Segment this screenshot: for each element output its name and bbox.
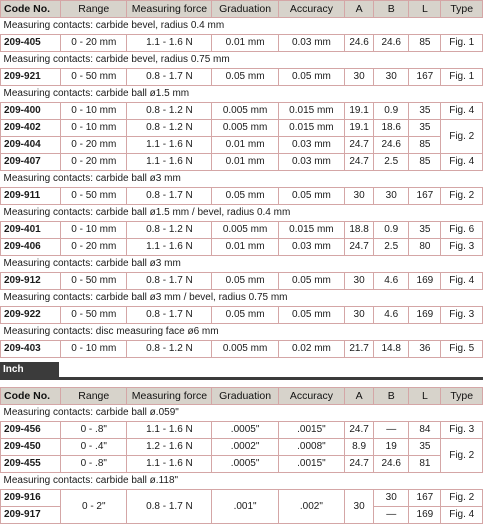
a-cell: 24.7	[345, 239, 374, 256]
code-cell: 209-912	[1, 273, 61, 290]
group-title: Measuring contacts: carbide bevel, radius 0.75 mm	[1, 52, 483, 69]
code-cell: 209-455	[1, 456, 61, 473]
force-cell: 1.2 - 1.6 N	[127, 439, 212, 456]
accuracy-cell: .0008"	[278, 439, 344, 456]
table-row	[1, 137, 483, 154]
l-cell: 85	[409, 154, 441, 171]
code-cell: 209-921	[1, 69, 61, 86]
table-row	[1, 273, 483, 290]
accuracy-cell: 0.03 mm	[278, 137, 344, 154]
force-cell: 1.1 - 1.6 N	[127, 422, 212, 439]
col-accuracy: Accuracy	[278, 1, 344, 18]
col-b: B	[374, 388, 409, 405]
range-cell: 0 - 20 mm	[61, 35, 127, 52]
col-b: B	[374, 1, 409, 18]
b-cell: 30	[374, 69, 409, 86]
accuracy-cell: 0.015 mm	[278, 120, 344, 137]
group-title: Measuring contacts: carbide ball ø1.5 mm	[1, 86, 483, 103]
code-cell: 209-917	[1, 507, 61, 524]
b-cell: —	[374, 507, 409, 524]
table-row	[1, 103, 483, 120]
b-cell: 4.6	[374, 273, 409, 290]
l-cell: 81	[409, 456, 441, 473]
graduation-cell: 0.05 mm	[212, 273, 278, 290]
range-cell: 0 - 10 mm	[61, 103, 127, 120]
col-type: Type	[441, 1, 483, 18]
code-cell: 209-401	[1, 222, 61, 239]
type-cell: Fig. 4	[441, 154, 483, 171]
l-cell: 35	[409, 439, 441, 456]
b-cell: 2.5	[374, 239, 409, 256]
range-cell: 0 - .8"	[61, 456, 127, 473]
accuracy-cell: 0.03 mm	[278, 154, 344, 171]
graduation-cell: 0.005 mm	[212, 222, 278, 239]
force-cell: 0.8 - 1.7 N	[127, 490, 212, 524]
force-cell: 1.1 - 1.6 N	[127, 35, 212, 52]
graduation-cell: .0005"	[212, 456, 278, 473]
code-cell: 209-405	[1, 35, 61, 52]
l-cell: 35	[409, 120, 441, 137]
force-cell: 0.8 - 1.2 N	[127, 120, 212, 137]
accuracy-cell: 0.015 mm	[278, 222, 344, 239]
type-cell: Fig. 1	[441, 69, 483, 86]
group-title: Measuring contacts: carbide ball ø1.5 mm / bevel, radius 0.4 mm	[1, 205, 483, 222]
code-cell: 209-402	[1, 120, 61, 137]
l-cell: 167	[409, 188, 441, 205]
force-cell: 0.8 - 1.7 N	[127, 307, 212, 324]
type-cell: Fig. 6	[441, 222, 483, 239]
range-cell: 0 - .4"	[61, 439, 127, 456]
graduation-cell: 0.01 mm	[212, 154, 278, 171]
graduation-cell: 0.05 mm	[212, 188, 278, 205]
range-cell: 0 - 50 mm	[61, 188, 127, 205]
code-cell: 209-922	[1, 307, 61, 324]
a-cell: 24.6	[345, 35, 374, 52]
accuracy-cell: .0015"	[278, 422, 344, 439]
group-title: Measuring contacts: disc measuring face ø6 mm	[1, 324, 483, 341]
type-cell: Fig. 2	[441, 120, 483, 154]
col-l: L	[409, 388, 441, 405]
range-cell: 0 - .8"	[61, 422, 127, 439]
graduation-cell: 0.01 mm	[212, 35, 278, 52]
b-cell: 18.6	[374, 120, 409, 137]
table-row	[1, 69, 483, 86]
graduation-cell: .0002"	[212, 439, 278, 456]
force-cell: 0.8 - 1.7 N	[127, 69, 212, 86]
a-cell: 30	[345, 307, 374, 324]
l-cell: 80	[409, 239, 441, 256]
col-force: Measuring force	[127, 1, 212, 18]
range-cell: 0 - 10 mm	[61, 341, 127, 358]
col-code: Code No.	[1, 388, 61, 405]
code-cell: 209-403	[1, 341, 61, 358]
force-cell: 1.1 - 1.6 N	[127, 137, 212, 154]
type-cell: Fig. 3	[441, 239, 483, 256]
table-row	[1, 188, 483, 205]
force-cell: 0.8 - 1.2 N	[127, 341, 212, 358]
accuracy-cell: 0.05 mm	[278, 307, 344, 324]
force-cell: 0.8 - 1.2 N	[127, 103, 212, 120]
range-cell: 0 - 20 mm	[61, 137, 127, 154]
a-cell: 21.7	[345, 341, 374, 358]
a-cell: 8.9	[345, 439, 374, 456]
graduation-cell: 0.005 mm	[212, 103, 278, 120]
inch-section-label: Inch	[0, 362, 59, 377]
table-row	[1, 341, 483, 358]
group-title: Measuring contacts: carbide ball ø.059"	[1, 405, 483, 422]
col-graduation: Graduation	[212, 1, 278, 18]
a-cell: 30	[345, 188, 374, 205]
range-cell: 0 - 10 mm	[61, 120, 127, 137]
graduation-cell: 0.005 mm	[212, 341, 278, 358]
col-l: L	[409, 1, 441, 18]
a-cell: 24.7	[345, 137, 374, 154]
graduation-cell: 0.01 mm	[212, 239, 278, 256]
section-divider	[0, 377, 483, 380]
col-range: Range	[61, 388, 127, 405]
graduation-cell: 0.01 mm	[212, 137, 278, 154]
a-cell: 30	[345, 69, 374, 86]
range-cell: 0 - 20 mm	[61, 239, 127, 256]
code-cell: 209-911	[1, 188, 61, 205]
table-row	[1, 120, 483, 137]
table-row	[1, 490, 483, 507]
inch-spec-table	[0, 387, 483, 524]
range-cell: 0 - 20 mm	[61, 154, 127, 171]
range-cell: 0 - 2"	[61, 490, 127, 524]
accuracy-cell: 0.02 mm	[278, 341, 344, 358]
col-graduation: Graduation	[212, 388, 278, 405]
table-row	[1, 422, 483, 439]
range-cell: 0 - 50 mm	[61, 69, 127, 86]
col-a: A	[345, 1, 374, 18]
b-cell: 4.6	[374, 307, 409, 324]
range-cell: 0 - 50 mm	[61, 307, 127, 324]
col-force: Measuring force	[127, 388, 212, 405]
b-cell: 24.6	[374, 137, 409, 154]
accuracy-cell: 0.05 mm	[278, 273, 344, 290]
type-cell: Fig. 4	[441, 507, 483, 524]
accuracy-cell: 0.03 mm	[278, 35, 344, 52]
graduation-cell: .0005"	[212, 422, 278, 439]
table-row	[1, 439, 483, 456]
table-row	[1, 456, 483, 473]
b-cell: 14.8	[374, 341, 409, 358]
l-cell: 169	[409, 507, 441, 524]
a-cell: 24.7	[345, 422, 374, 439]
force-cell: 1.1 - 1.6 N	[127, 239, 212, 256]
a-cell: 18.8	[345, 222, 374, 239]
group-title: Measuring contacts: carbide ball ø.118"	[1, 473, 483, 490]
b-cell: 0.9	[374, 103, 409, 120]
group-title: Measuring contacts: carbide bevel, radius 0.4 mm	[1, 18, 483, 35]
accuracy-cell: .002"	[278, 490, 344, 524]
b-cell: 2.5	[374, 154, 409, 171]
graduation-cell: 0.005 mm	[212, 120, 278, 137]
col-code: Code No.	[1, 1, 61, 18]
code-cell: 209-450	[1, 439, 61, 456]
accuracy-cell: 0.03 mm	[278, 239, 344, 256]
metric-header-row	[1, 1, 483, 18]
graduation-cell: 0.05 mm	[212, 307, 278, 324]
range-cell: 0 - 50 mm	[61, 273, 127, 290]
table-row	[1, 222, 483, 239]
inch-header-row	[1, 388, 483, 405]
l-cell: 84	[409, 422, 441, 439]
col-a: A	[345, 388, 374, 405]
b-cell: 24.6	[374, 35, 409, 52]
code-cell: 209-406	[1, 239, 61, 256]
a-cell: 30	[345, 490, 374, 524]
type-cell: Fig. 1	[441, 35, 483, 52]
table-row	[1, 239, 483, 256]
type-cell: Fig. 3	[441, 307, 483, 324]
a-cell: 24.7	[345, 154, 374, 171]
force-cell: 0.8 - 1.7 N	[127, 273, 212, 290]
code-cell: 209-916	[1, 490, 61, 507]
b-cell: 24.6	[374, 456, 409, 473]
table-row	[1, 154, 483, 171]
l-cell: 169	[409, 307, 441, 324]
group-title: Measuring contacts: carbide ball ø3 mm	[1, 256, 483, 273]
b-cell: 0.9	[374, 222, 409, 239]
table-row	[1, 307, 483, 324]
l-cell: 169	[409, 273, 441, 290]
code-cell: 209-456	[1, 422, 61, 439]
col-range: Range	[61, 1, 127, 18]
type-cell: Fig. 4	[441, 273, 483, 290]
code-cell: 209-407	[1, 154, 61, 171]
a-cell: 19.1	[345, 103, 374, 120]
group-title: Measuring contacts: carbide ball ø3 mm	[1, 171, 483, 188]
l-cell: 36	[409, 341, 441, 358]
l-cell: 167	[409, 490, 441, 507]
accuracy-cell: .0015"	[278, 456, 344, 473]
b-cell: 19	[374, 439, 409, 456]
l-cell: 167	[409, 69, 441, 86]
code-cell: 209-400	[1, 103, 61, 120]
table-row	[1, 35, 483, 52]
a-cell: 24.7	[345, 456, 374, 473]
type-cell: Fig. 2	[441, 188, 483, 205]
a-cell: 30	[345, 273, 374, 290]
b-cell: 30	[374, 188, 409, 205]
a-cell: 19.1	[345, 120, 374, 137]
l-cell: 85	[409, 35, 441, 52]
type-cell: Fig. 4	[441, 103, 483, 120]
l-cell: 35	[409, 103, 441, 120]
graduation-cell: .001"	[212, 490, 278, 524]
accuracy-cell: 0.015 mm	[278, 103, 344, 120]
l-cell: 35	[409, 222, 441, 239]
inch-section	[0, 362, 483, 524]
type-cell: Fig. 3	[441, 422, 483, 439]
code-cell: 209-404	[1, 137, 61, 154]
b-cell: 30	[374, 490, 409, 507]
range-cell: 0 - 10 mm	[61, 222, 127, 239]
force-cell: 0.8 - 1.2 N	[127, 222, 212, 239]
force-cell: 0.8 - 1.7 N	[127, 188, 212, 205]
force-cell: 1.1 - 1.6 N	[127, 456, 212, 473]
l-cell: 85	[409, 137, 441, 154]
b-cell: —	[374, 422, 409, 439]
col-accuracy: Accuracy	[278, 388, 344, 405]
accuracy-cell: 0.05 mm	[278, 188, 344, 205]
force-cell: 1.1 - 1.6 N	[127, 154, 212, 171]
type-cell: Fig. 2	[441, 490, 483, 507]
type-cell: Fig. 2	[441, 439, 483, 473]
group-title: Measuring contacts: carbide ball ø3 mm / bevel, radius 0.75 mm	[1, 290, 483, 307]
accuracy-cell: 0.05 mm	[278, 69, 344, 86]
graduation-cell: 0.05 mm	[212, 69, 278, 86]
col-type: Type	[441, 388, 483, 405]
type-cell: Fig. 5	[441, 341, 483, 358]
